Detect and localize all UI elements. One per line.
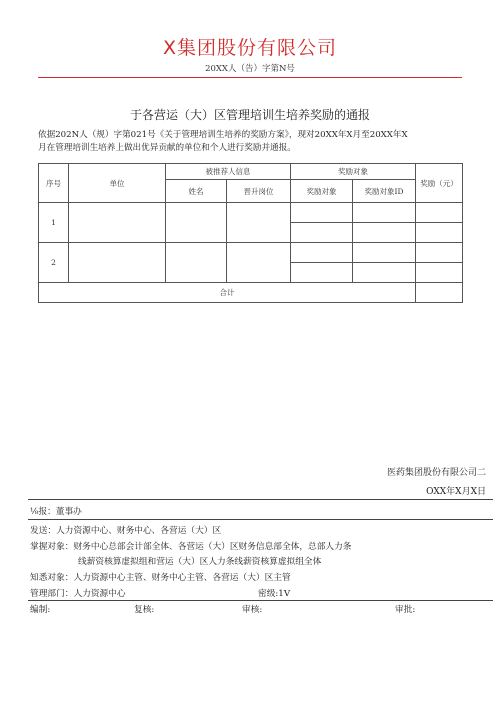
header-unit: 单位 — [69, 164, 166, 203]
row-seq: 2 — [39, 243, 69, 283]
signature-org: 医药集团股份有限公司二 — [386, 468, 486, 478]
master-line-1: 掌握对象：财务中心总部会计部全体、各营运（大）区财务信息部全体，总部人力条 — [30, 542, 352, 552]
row-amount-cell — [416, 243, 463, 263]
total-label: 合计 — [39, 283, 416, 303]
intro-line-2: 月在管理培训生培养上做出优异贡献的单位和个人进行奖励并通报。 — [38, 143, 296, 153]
row-target-cell — [291, 243, 353, 263]
header-promoted-post: 晋升岗位 — [227, 180, 291, 203]
footer-edit: 编制: — [30, 605, 51, 615]
org-header-title: X集团股份有限公司 — [162, 37, 338, 59]
dept-line: 管理部门：人力资源中心 — [30, 589, 126, 599]
row-name-cell — [166, 243, 227, 283]
notify-line: 知悉对象：人力资源中心主管、财务中心主管、各营运（大）区主管 — [30, 573, 291, 583]
row-target-id-cell — [353, 203, 416, 223]
secret-level: 密级:1V — [258, 589, 291, 599]
footer-audit: 审核: — [242, 605, 263, 615]
master-line-2: 线薪资核算虚拟组和营运（大）区人力条线薪资核算虚拟组全体 — [78, 557, 322, 567]
divider-bottom — [28, 600, 493, 601]
row-unit-cell — [69, 243, 166, 283]
header-divider — [38, 77, 462, 78]
total-row — [39, 283, 463, 303]
header-target: 奖励对象 — [291, 180, 353, 203]
row-name-cell — [166, 203, 227, 243]
row-post-cell — [227, 203, 291, 243]
row-target-id-cell — [353, 243, 416, 263]
document-number: 20XX人（告）字第N号 — [205, 64, 295, 74]
document-title: 于各营运（大）区管理培训生培养奖励的通报 — [129, 108, 370, 122]
header-target-group: 奖励对象 — [291, 164, 416, 180]
signature-date: OXX年X月X日 — [426, 487, 486, 497]
table-row — [39, 243, 463, 263]
divider-top — [28, 499, 493, 500]
row-target-cell — [291, 203, 353, 223]
award-table — [38, 163, 463, 303]
footer-approve: 审批: — [395, 605, 416, 615]
header-nominee-group: 被推荐人信息 — [166, 164, 291, 180]
row-post-cell — [227, 243, 291, 283]
total-amount-cell — [416, 283, 463, 303]
intro-paragraph — [38, 129, 463, 155]
header-amount: 奖励（元） — [416, 164, 463, 203]
row-amount-cell — [416, 223, 463, 243]
intro-line-1: 依据202N人（规）字第021号《关于管理培训生培养的奖励方案》，现对20XX年X月至20XX年X — [38, 130, 408, 140]
table-row — [39, 203, 463, 223]
footer-review: 复核: — [134, 605, 155, 615]
header-name: 姓名 — [166, 180, 227, 203]
header-seq: 序号 — [39, 164, 69, 203]
row-target-cell — [291, 223, 353, 243]
row-amount-cell — [416, 263, 463, 283]
row-target-cell — [291, 263, 353, 283]
divider-report — [28, 519, 493, 520]
header-target-id: 奖励对象ID — [353, 180, 416, 203]
row-target-id-cell — [353, 223, 416, 243]
row-target-id-cell — [353, 263, 416, 283]
report-line: ⅛报：董事办 — [30, 507, 82, 517]
row-seq: 1 — [39, 203, 69, 243]
send-line: 发送：人力资源中心、财务中心、各营运（大）区 — [30, 526, 222, 536]
row-unit-cell — [69, 203, 166, 243]
row-amount-cell — [416, 203, 463, 223]
